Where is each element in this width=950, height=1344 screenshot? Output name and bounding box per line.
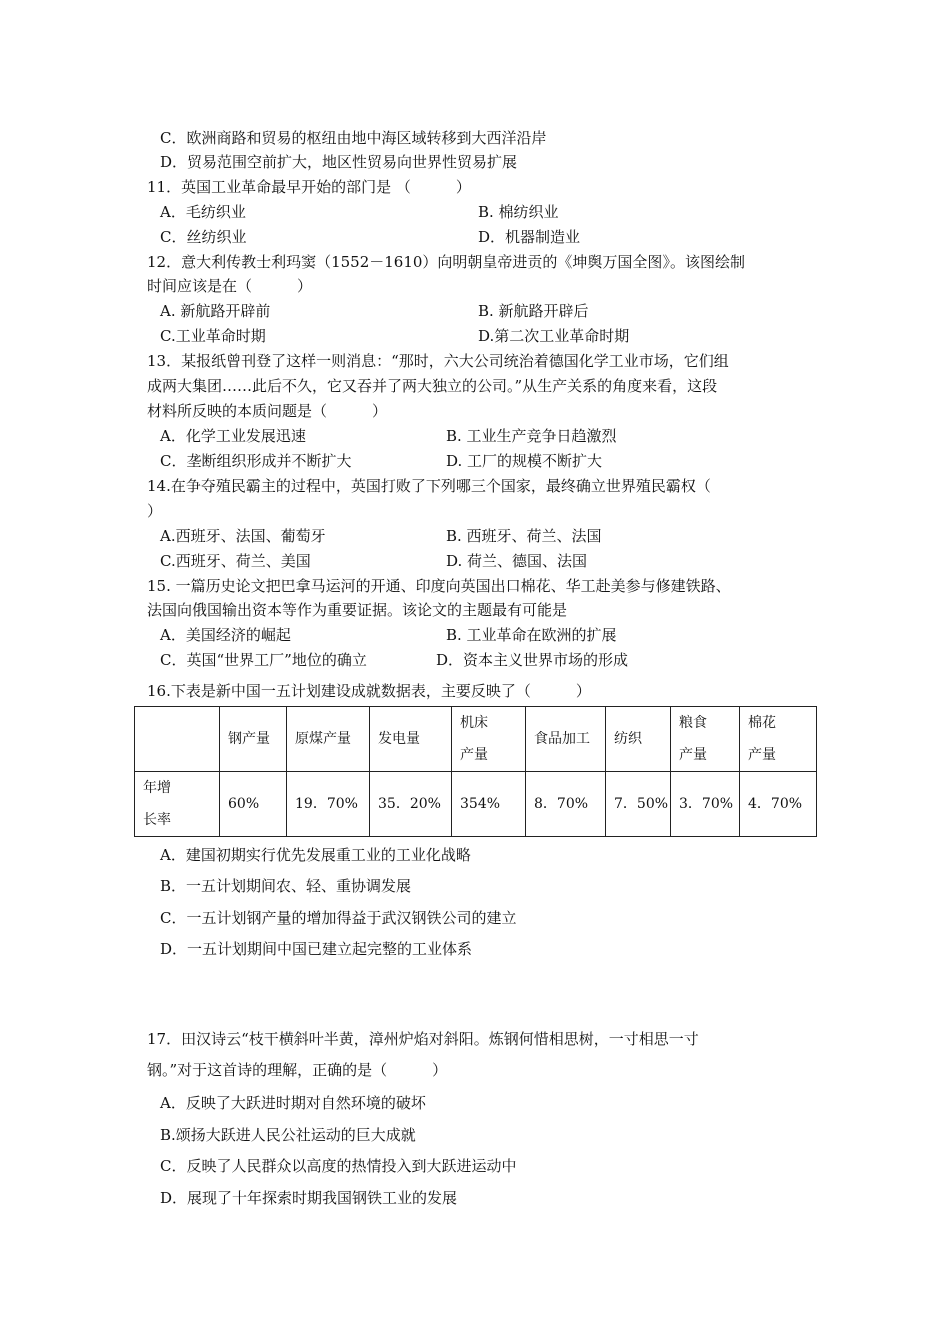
table-row bbox=[135, 772, 817, 837]
table-corner-cell bbox=[135, 707, 220, 772]
q17-stem-line1: 17．田汉诗云“枝干横斜叶半黄，漳州炉焰对斜阳。炼钢何惜相思树，一寸相思一寸 bbox=[147, 1030, 699, 1048]
table-cell: 35．20% bbox=[370, 772, 452, 837]
q17-option-d: D．展现了十年探索时期我国钢铁工业的发展 bbox=[160, 1189, 458, 1207]
q15-option-b: B. 工业革命在欧洲的扩展 bbox=[446, 626, 617, 644]
q13-option-b: B. 工业生产竞争日趋激烈 bbox=[446, 427, 617, 445]
q17-option-c: C．反映了人民群众以高度的热情投入到大跃进运动中 bbox=[160, 1157, 517, 1175]
table-header-cell: 钢产量 bbox=[220, 707, 287, 772]
q11-option-b: B. 棉纺织业 bbox=[478, 203, 559, 221]
table-header-cell: 粮食 产量 bbox=[671, 707, 740, 772]
q12-option-b: B. 新航路开辟后 bbox=[478, 302, 589, 320]
table-header-cell: 棉花 产量 bbox=[740, 707, 817, 772]
q14-option-b: B. 西班牙、荷兰、法国 bbox=[446, 527, 602, 545]
table-cell: 8．70% bbox=[526, 772, 606, 837]
q16-option-b: B．一五计划期间农、轻、重协调发展 bbox=[160, 877, 412, 895]
table-header-cell: 食品加工 bbox=[526, 707, 606, 772]
table-cell: 19．70% bbox=[287, 772, 370, 837]
q17-option-a: A．反映了大跃进时期对自然环境的破坏 bbox=[160, 1094, 426, 1112]
q12-stem-line1: 12．意大利传教士利玛窦（1552－1610）向明朝皇帝进贡的《坤舆万国全图》。该图绘制 bbox=[147, 253, 745, 271]
q13-stem-line3: 材料所反映的本质问题是（ ） bbox=[147, 402, 388, 420]
table-cell: 7．50% bbox=[606, 772, 671, 837]
q15-option-a: A．美国经济的崛起 bbox=[160, 626, 291, 644]
q14-stem-line1: 14.在争夺殖民霸主的过程中，英国打败了下列哪三个国家，最终确立世界殖民霸权（ bbox=[147, 477, 711, 495]
q14-option-c: C.西班牙、荷兰、美国 bbox=[160, 552, 311, 570]
q16-option-c: C．一五计划钢产量的增加得益于武汉钢铁公司的建立 bbox=[160, 909, 517, 927]
table-header-row bbox=[135, 707, 817, 772]
q11-option-c: C．丝纺织业 bbox=[160, 228, 247, 246]
q12-option-a: A. 新航路开辟前 bbox=[160, 302, 271, 320]
q13-option-a: A．化学工业发展迅速 bbox=[160, 427, 306, 445]
table-cell: 60% bbox=[220, 772, 287, 837]
q10-option-d: D．贸易范围空前扩大，地区性贸易向世界性贸易扩展 bbox=[160, 153, 518, 171]
table-cell: 3．70% bbox=[671, 772, 740, 837]
q12-option-d: D.第二次工业革命时期 bbox=[478, 327, 630, 345]
q15-option-d: D．资本主义世界市场的形成 bbox=[436, 651, 629, 669]
q11-stem: 11．英国工业革命最早开始的部门是 （ ） bbox=[147, 178, 471, 196]
q15-option-c: C．英国“世界工厂”地位的确立 bbox=[160, 651, 367, 669]
q15-stem-line1: 15. 一篇历史论文把巴拿马运河的开通、印度向英国出口棉花、华工赴美参与修建铁路、 bbox=[147, 577, 731, 595]
q16-stem: 16.下表是新中国一五计划建设成就数据表，主要反映了（ ） bbox=[147, 682, 591, 700]
table-row-label: 年增 长率 bbox=[135, 772, 220, 837]
q16-option-d: D．一五计划期间中国已建立起完整的工业体系 bbox=[160, 940, 473, 958]
q12-stem-line2: 时间应该是在（ ） bbox=[147, 277, 313, 295]
q17-option-b: B.颂扬大跃进人民公社运动的巨大成就 bbox=[160, 1126, 416, 1144]
table-cell: 354% bbox=[452, 772, 526, 837]
q10-option-c: C．欧洲商路和贸易的枢纽由地中海区域转移到大西洋沿岸 bbox=[160, 129, 547, 147]
q12-option-c: C.工业革命时期 bbox=[160, 327, 266, 345]
q11-option-a: A．毛纺织业 bbox=[160, 203, 246, 221]
q13-stem-line1: 13．某报纸曾刊登了这样一则消息：“那时，六大公司统治着德国化学工业市场，它们组 bbox=[147, 352, 729, 370]
q13-option-d: D. 工厂的规模不断扩大 bbox=[446, 452, 603, 470]
q14-option-d: D. 荷兰、德国、法国 bbox=[446, 552, 588, 570]
q16-option-a: A．建国初期实行优先发展重工业的工业化战略 bbox=[160, 846, 471, 864]
table-header-cell: 发电量 bbox=[370, 707, 452, 772]
table-cell: 4．70% bbox=[740, 772, 817, 837]
table-header-cell: 机床 产量 bbox=[452, 707, 526, 772]
q14-option-a: A.西班牙、法国、葡萄牙 bbox=[160, 527, 326, 545]
q16-data-table bbox=[134, 706, 817, 837]
q13-stem-line2: 成两大集团……此后不久，它又吞并了两大独立的公司。”从生产关系的角度来看，这段 bbox=[147, 377, 718, 395]
table-header-cell: 纺织 bbox=[606, 707, 671, 772]
q14-stem-line2: ） bbox=[147, 502, 163, 520]
q17-stem-line2: 钢。”对于这首诗的理解，正确的是（ ） bbox=[147, 1061, 448, 1079]
q15-stem-line2: 法国向俄国输出资本等作为重要证据。该论文的主题最有可能是 bbox=[147, 601, 568, 619]
q13-option-c: C．垄断组织形成并不断扩大 bbox=[160, 452, 352, 470]
table-header-cell: 原煤产量 bbox=[287, 707, 370, 772]
q11-option-d: D．机器制造业 bbox=[478, 228, 581, 246]
